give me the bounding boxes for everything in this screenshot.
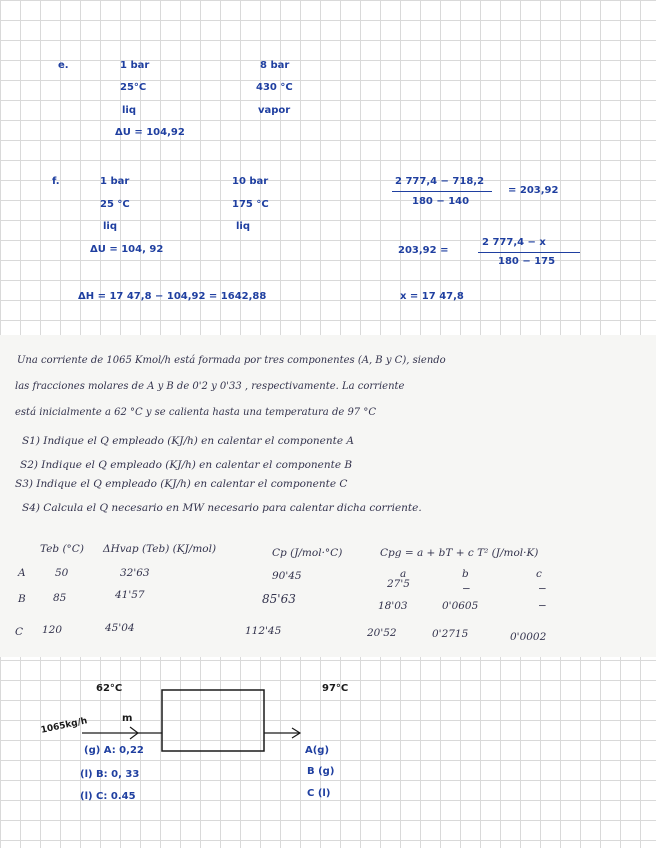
col-header-dhvap: ΔHvap (Teb) (KJ/mol) <box>103 543 217 555</box>
inlet-composition-b: (l) B: 0, 33 <box>80 769 140 780</box>
coef-header-a: a <box>400 568 407 580</box>
problem-line-3: está inicialmente a 62 °C y se calienta hasta una temperatura de 97 °C <box>15 407 376 418</box>
row-a-teb: 50 <box>55 567 69 579</box>
outlet-component-a: A(g) <box>305 745 330 756</box>
inlet-composition-c: (l) C: 0.45 <box>80 791 136 802</box>
inlet-composition-a: (g) A: 0,22 <box>84 745 144 756</box>
part-e-phase-1: liq <box>122 105 137 116</box>
part-e-delta-u: ΔU = 104,92 <box>115 127 185 138</box>
eq2-lhs: 203,92 = <box>398 245 449 256</box>
problem-line-1: Una corriente de 1065 Kmol/h está formada por tres componentes (A, B y C), siendo <box>17 355 446 366</box>
part-e-pressure-1: 1 bar <box>120 60 150 71</box>
row-a-c: − <box>538 583 547 595</box>
row-b-teb: 85 <box>53 592 67 604</box>
part-e-temp-1: 25°C <box>120 82 147 93</box>
outlet-component-b: B (g) <box>307 766 335 777</box>
col-header-cpg: Cpg = a + bT + c T² (J/mol·K) <box>380 547 539 559</box>
row-c-a: 20'52 <box>367 627 397 639</box>
row-c-comp: C <box>15 626 24 638</box>
row-c-dhvap: 45'04 <box>105 622 135 634</box>
part-f-temp-1: 25 °C <box>100 199 130 210</box>
part-e-temp-2: 430 °C <box>256 82 293 93</box>
heater-box <box>162 690 264 751</box>
row-c-b: 0'2715 <box>432 628 469 640</box>
stream-mass-label: m <box>122 713 133 724</box>
col-header-cp: Cp (J/mol·°C) <box>272 547 343 559</box>
row-a-comp: A <box>18 567 26 579</box>
part-f-temp-2: 175 °C <box>232 199 269 210</box>
problem-line-2: las fracciones molares de A y B de 0'2 y 0'33 , respectivamente. La corriente <box>15 381 405 392</box>
part-f-phase-1: liq <box>103 221 118 232</box>
row-b-a: 18'03 <box>378 600 408 612</box>
question-s2: S2) Indique el Q empleado (KJ/h) en calentar el componente B <box>20 459 353 471</box>
part-e-label: e. <box>58 60 69 71</box>
row-c-cp: 112'45 <box>245 625 282 637</box>
row-a-b: − <box>462 583 471 595</box>
question-s3: S3) Indique el Q empleado (KJ/h) en calentar el componente C <box>15 478 348 490</box>
eq1-numerator: 2 777,4 − 718,2 <box>395 176 485 187</box>
question-s4: S4) Calcula el Q necesario en MW necesario para calentar dicha corriente. <box>22 502 422 514</box>
coef-header-b: b <box>462 568 469 580</box>
inlet-temperature: 62°C <box>96 683 123 694</box>
eq2-denominator: 180 − 175 <box>498 256 556 267</box>
part-f-pressure-1: 1 bar <box>100 176 130 187</box>
outlet-temperature: 97°C <box>322 683 349 694</box>
row-a-dhvap: 32'63 <box>120 567 150 579</box>
row-a-a: 27'5 <box>387 578 410 590</box>
part-e-pressure-2: 8 bar <box>260 60 290 71</box>
part-e-phase-2: vapor <box>258 105 291 116</box>
eq1-result: = 203,92 <box>508 185 559 196</box>
inlet-flow-rate: 1065kg/h <box>40 716 89 736</box>
row-b-dhvap: 41'57 <box>115 589 145 601</box>
row-b-c: − <box>538 600 547 612</box>
part-f-phase-2: liq <box>236 221 251 232</box>
row-b-cp: 85'63 <box>262 592 296 606</box>
question-s1: S1) Indique el Q empleado (KJ/h) en calentar el componente A <box>22 435 355 447</box>
delta-h-equation: ΔH = 17 47,8 − 104,92 = 1642,88 <box>78 291 267 302</box>
coef-header-c: c <box>536 568 542 580</box>
row-c-c: 0'0002 <box>510 631 547 643</box>
col-header-teb: Teb (°C) <box>40 543 84 555</box>
row-b-comp: B <box>18 593 26 605</box>
part-f-delta-u: ΔU = 104, 92 <box>90 244 164 255</box>
x-result: x = 17 47,8 <box>400 291 464 302</box>
eq1-denominator: 180 − 140 <box>412 196 470 207</box>
row-c-teb: 120 <box>42 624 63 636</box>
part-f-pressure-2: 10 bar <box>232 176 269 187</box>
part-f-label: f. <box>52 176 60 187</box>
eq2-numerator: 2 777,4 − x <box>482 237 546 248</box>
row-b-b: 0'0605 <box>442 600 479 612</box>
outlet-component-c: C (l) <box>307 788 331 799</box>
row-a-cp: 90'45 <box>272 570 302 582</box>
